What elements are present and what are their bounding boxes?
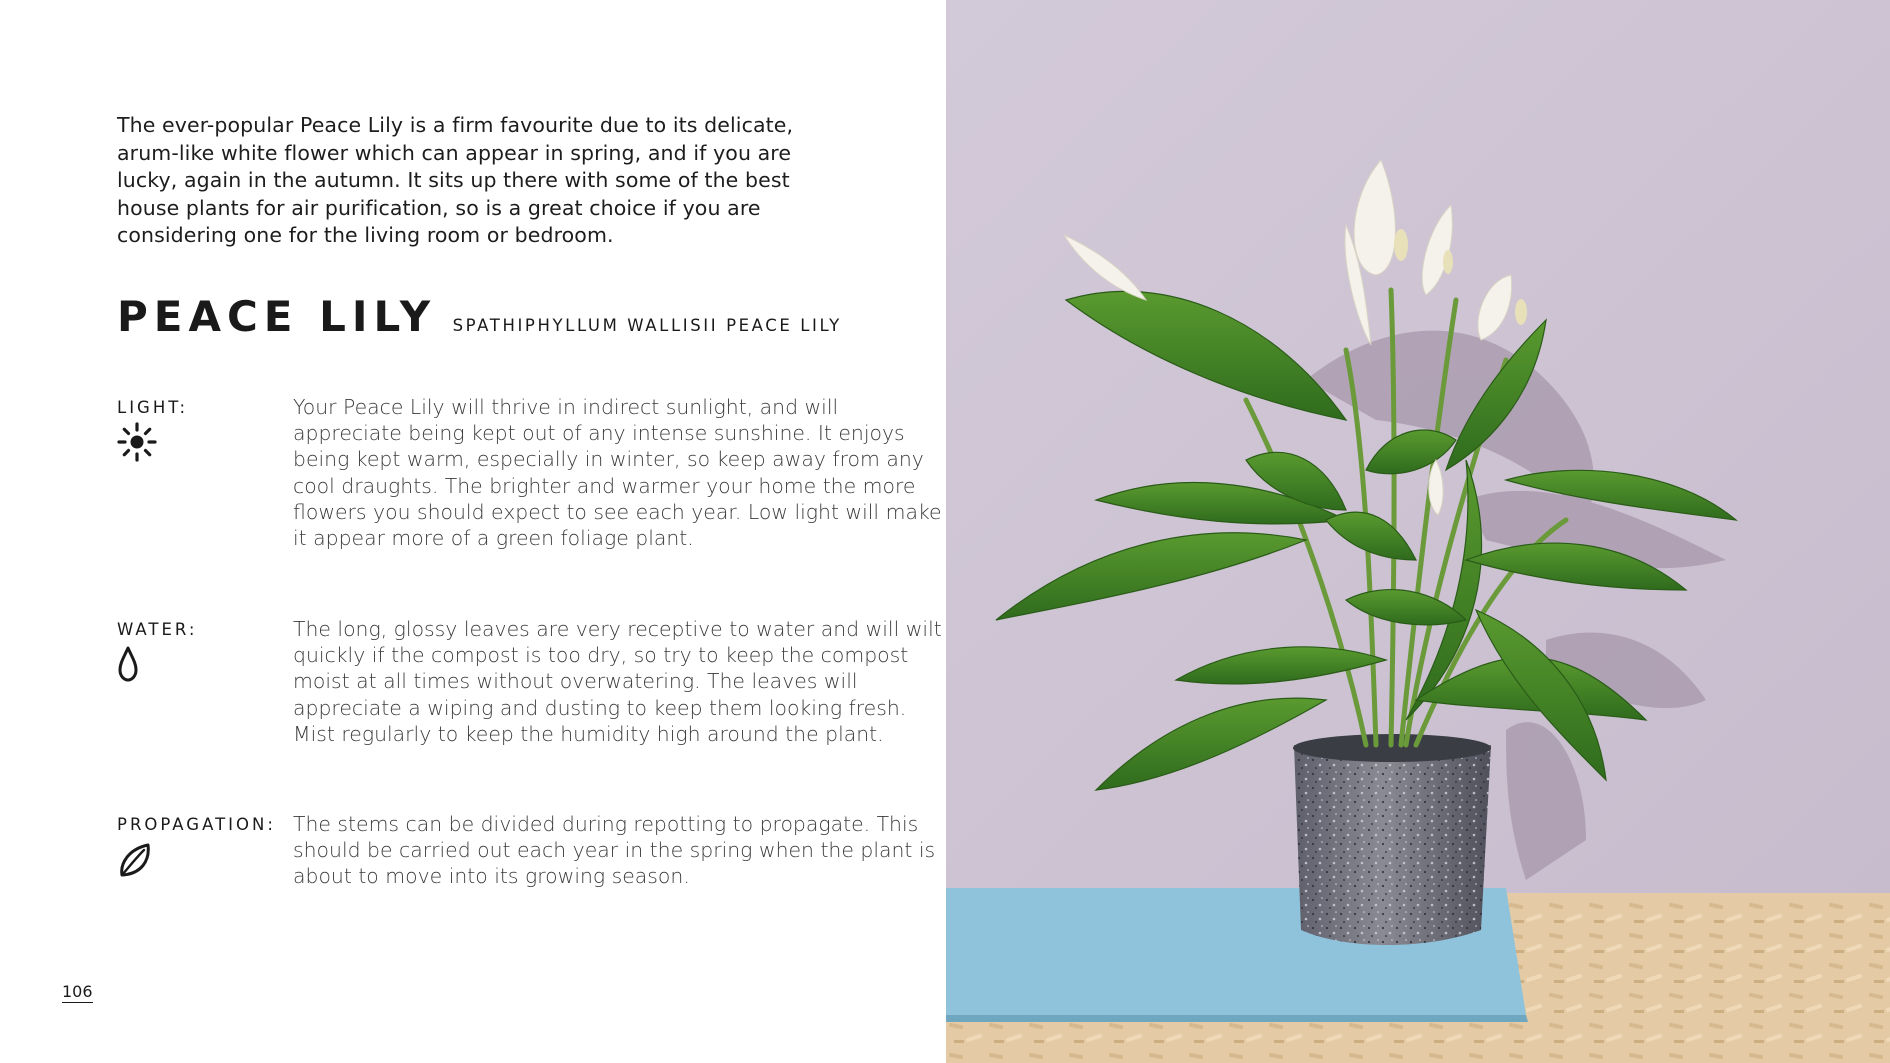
sun-icon	[117, 422, 161, 466]
water-description: The long, glossy leaves are very receptive to water and will wilt quickly if the compost is too dry, so try to keep the compost moist at all times without overwatering. The leaves will appreciate a wiping and dusting to keep them looking fresh. Mist regularly to keep the humidity high around the plant.	[293, 617, 942, 746]
light-description: Your Peace Lily will thrive in indirect sunlight, and will appreciate being kept out of any intense sunshine. It enjoys being kept warm, especially in winter, so keep away from any cool draughts. The brighter and warmer your home the more flowers you should expect to see each year. Low light will make it appear more of a green foliage plant.	[293, 395, 942, 551]
plant-pot	[1293, 734, 1491, 945]
page-number: 106	[62, 982, 93, 1001]
water-label: WATER:	[117, 620, 198, 639]
plant-latin-name: SPATHIPHYLLUM WALLISII PEACE LILY	[452, 316, 842, 335]
peace-lily-photo	[946, 0, 1890, 1063]
plant-title: PEACE LILY	[117, 292, 437, 341]
water-drop-icon	[117, 644, 161, 688]
leaf-icon	[117, 839, 161, 883]
intro-paragraph: The ever-popular Peace Lily is a firm favourite due to its delicate, arum-like white flower which can appear in spring, and if you are lucky, again in the autumn. It sits up there with some of the best house plants for air purification, so is a great choice if you are considering one for the living room or bedroom.	[117, 113, 794, 248]
light-label: LIGHT:	[117, 398, 189, 417]
propagation-label: PROPAGATION:	[117, 815, 276, 834]
propagation-description: The stems can be divided during repotting to propagate. This should be carried out each year in the spring when the plant is about to move into its growing season.	[293, 812, 936, 889]
plant-heading	[117, 292, 842, 341]
